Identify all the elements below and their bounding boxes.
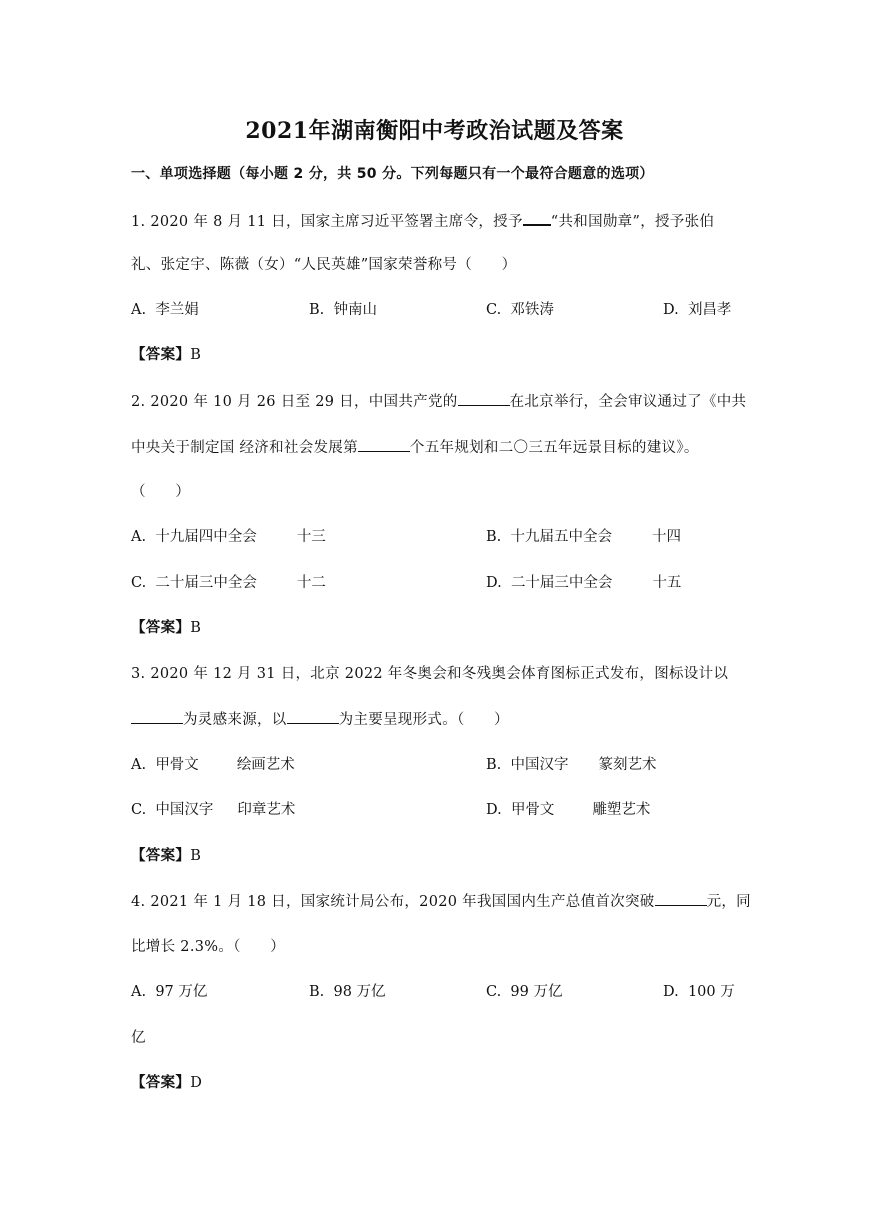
question-2-answer: 【答案】B [131, 619, 202, 636]
option-a: A. 李兰娟 [131, 302, 199, 318]
option-c: C. 二十届三中全会 十二 [131, 575, 326, 591]
blank [287, 709, 339, 724]
question-1-line-2: 礼、张定宇、陈薇（女）“人民英雄”国家荣誉称号（ ） [131, 257, 517, 273]
option-c: C. 99 万亿 [486, 984, 563, 1000]
question-4-line-1: 4. 2021 年 1 月 18 日，国家统计局公布，2020 年我国国内生产总值首次突破 元，同 [131, 891, 751, 912]
option-d: D. 二十届三中全会 十五 [486, 575, 682, 591]
blank [523, 210, 551, 226]
option-a: A. 甲骨文 绘画艺术 [131, 757, 295, 773]
question-3-options-row-2 [131, 800, 751, 820]
question-1-options [131, 300, 751, 320]
option-a: A. 97 万亿 [131, 984, 208, 1000]
question-2-options-row-1 [131, 527, 751, 547]
question-4-option-wrap: 亿 [131, 1030, 146, 1046]
option-d: D. 刘昌孝 [663, 302, 732, 318]
option-b: B. 98 万亿 [309, 984, 386, 1000]
question-3-line-1: 3. 2020 年 12 月 31 日，北京 2022 年冬奥会和冬残奥会体育图标正式发布，图标设计以 [131, 666, 729, 682]
question-3-answer: 【答案】B [131, 847, 202, 864]
question-2-options-row-2 [131, 573, 751, 593]
blank [358, 437, 410, 452]
blank [458, 391, 510, 406]
question-1-answer: 【答案】B [131, 346, 202, 363]
question-4-options [131, 982, 751, 1002]
option-c: C. 邓铁涛 [486, 302, 554, 318]
option-b: B. 中国汉字 篆刻艺术 [486, 757, 657, 773]
question-2-line-2: 中央关于制定国 经济和社会发展第 个五年规划和二〇三五年远景目标的建议》。 [131, 437, 699, 458]
question-4-answer: 【答案】D [131, 1074, 203, 1091]
document-title: 2021年湖南衡阳中考政治试题及答案 [245, 118, 624, 144]
section-heading: 一、单项选择题（每小题 2 分，共 50 分。下列每题只有一个最符合题意的选项） [131, 166, 654, 182]
question-3-options-row-1 [131, 755, 751, 775]
question-4-line-2: 比增长 2.3%。（ ） [131, 939, 286, 955]
option-b: B. 钟南山 [309, 302, 377, 318]
option-c: C. 中国汉字 印章艺术 [131, 802, 296, 818]
question-2-line-1: 2. 2020 年 10 月 26 日至 29 日，中国共产党的 在北京举行，全会审议通过了《中共 [131, 391, 746, 412]
blank [131, 709, 183, 724]
question-1-line-1: 1. 2020 年 8 月 11 日，国家主席习近平签署主席令，授予 “共和国勋章”，授予张伯 [131, 210, 714, 232]
question-2-line-3: （ ） [131, 484, 191, 500]
option-d: D. 100 万 [663, 984, 735, 1000]
option-d: D. 甲骨文 雕塑艺术 [486, 802, 651, 818]
option-b: B. 十九届五中全会 十四 [486, 529, 681, 545]
option-a: A. 十九届四中全会 十三 [131, 529, 326, 545]
blank [655, 891, 707, 906]
question-3-line-2: 为灵感来源，以 为主要呈现形式。（ ） [131, 709, 509, 730]
